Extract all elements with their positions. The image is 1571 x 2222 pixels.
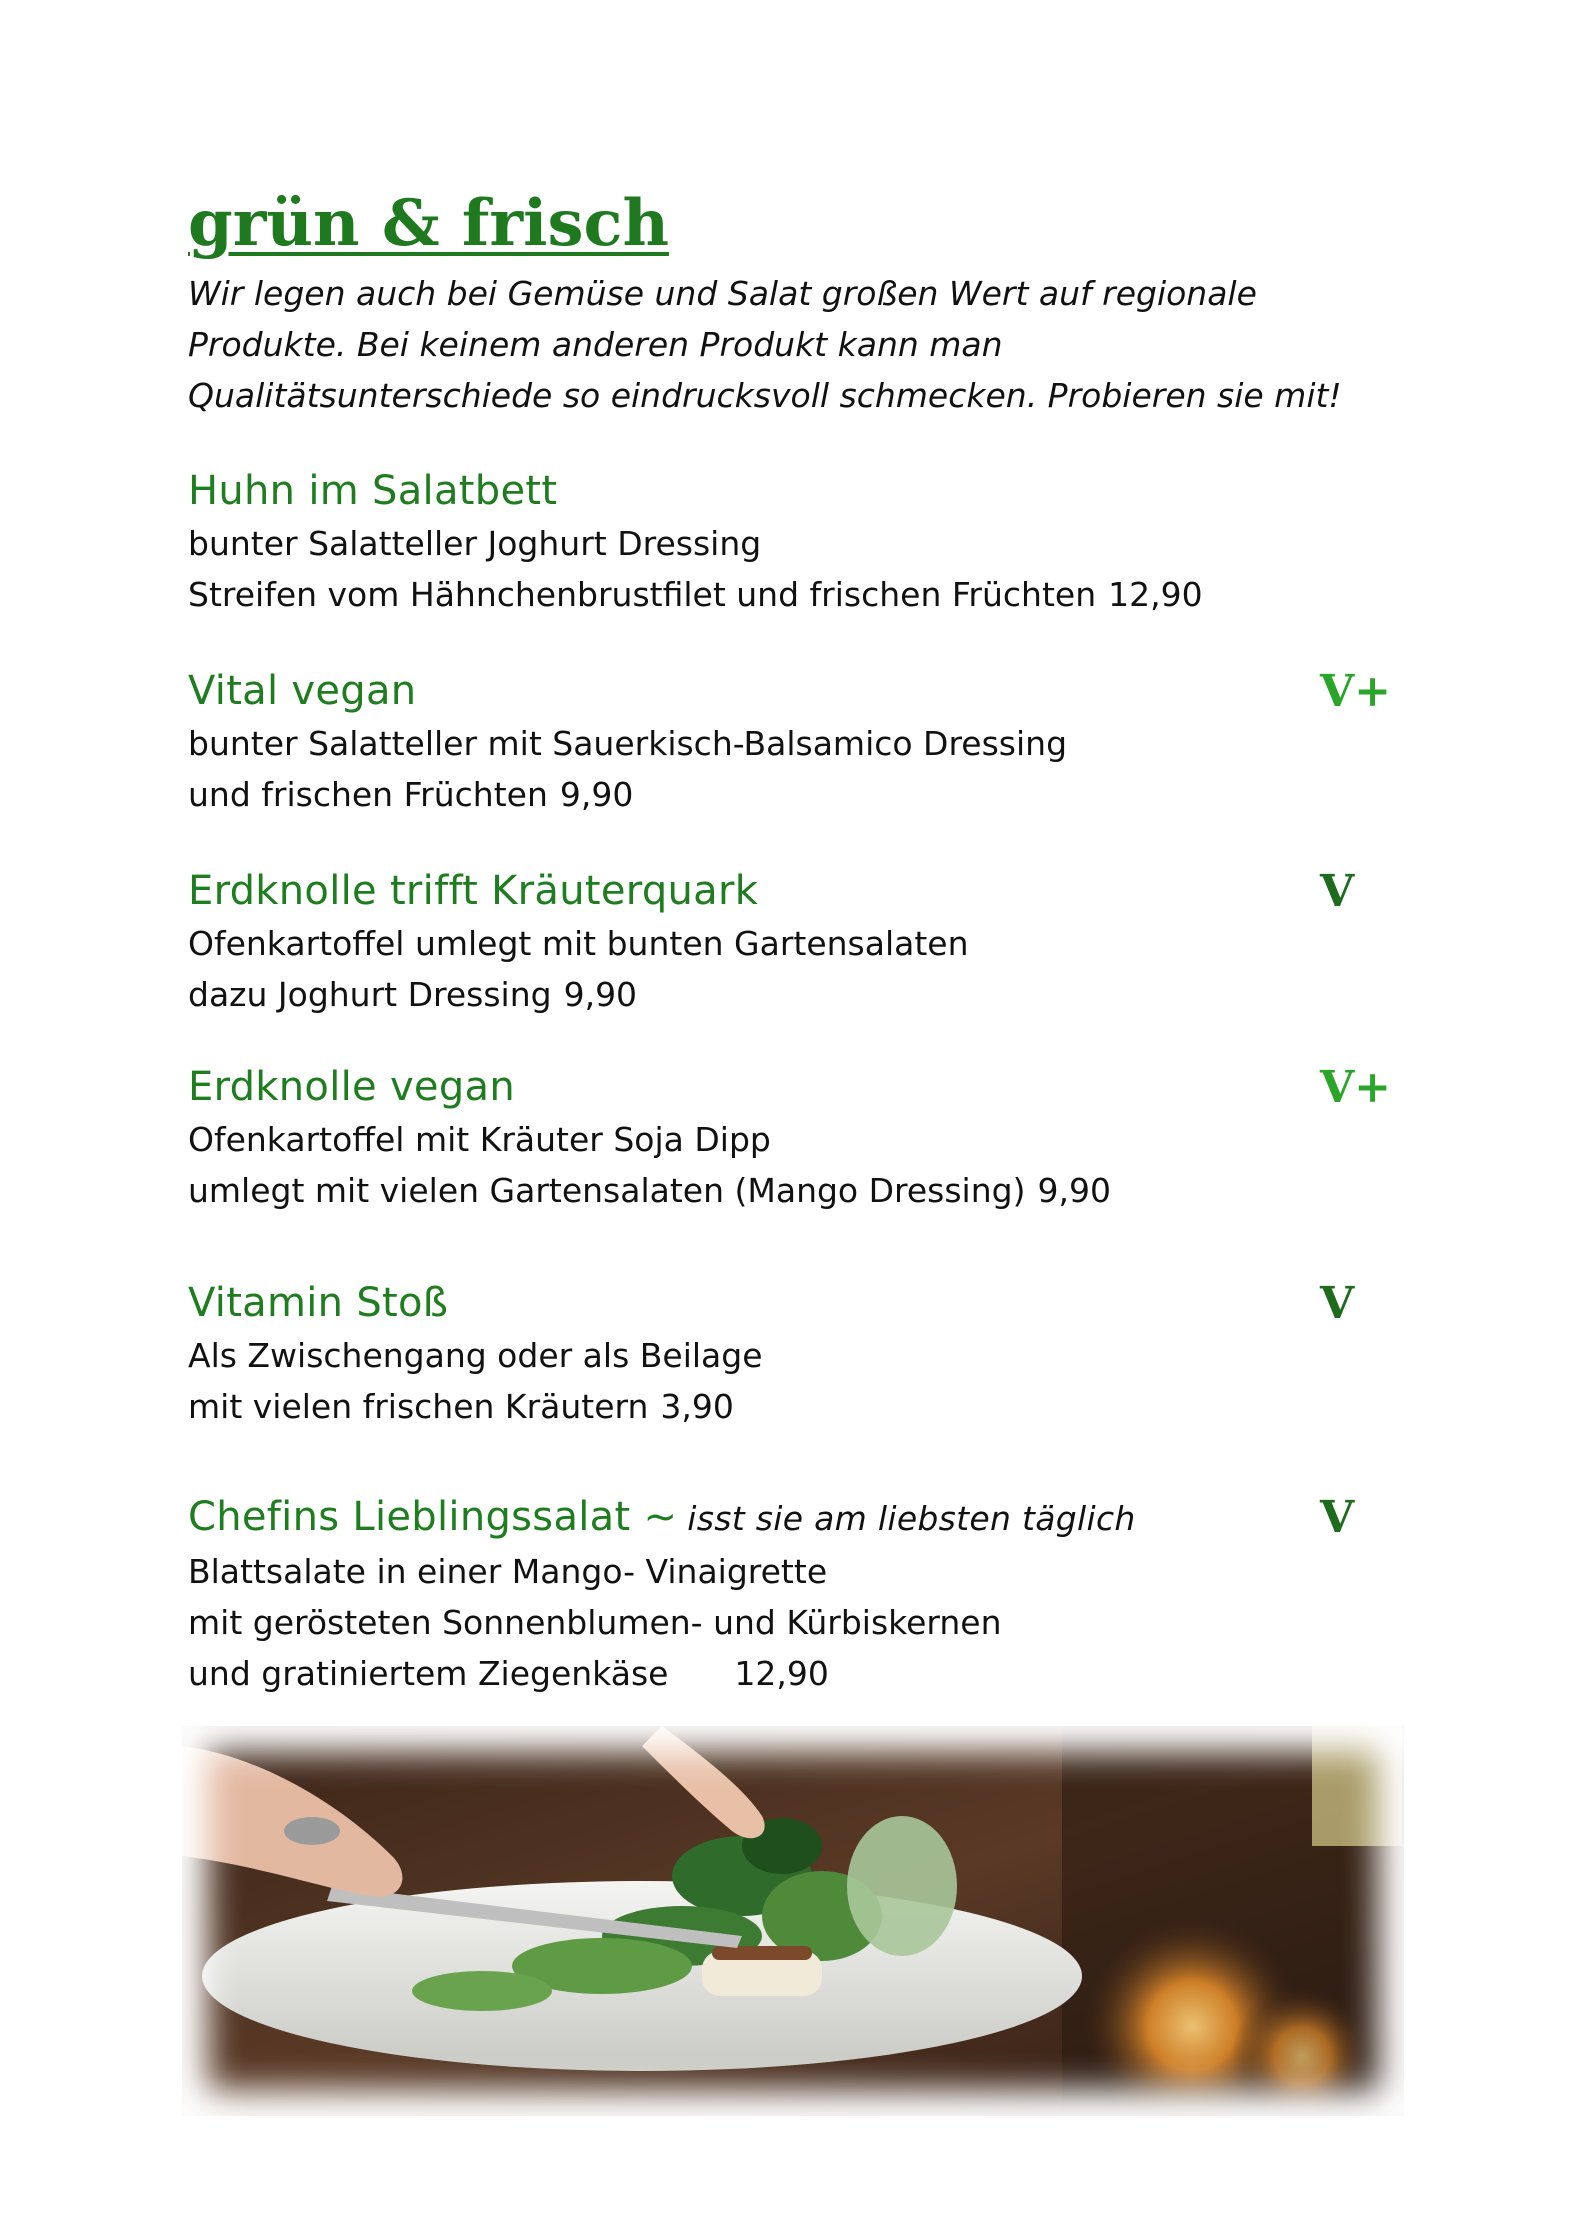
menu-item-vital-vegan: [188, 664, 1408, 820]
intro-text: [188, 268, 1438, 421]
menu-item-name: Erdknolle vegan: [188, 1064, 515, 1110]
salad-plate-photo: [182, 1726, 1404, 2116]
menu-item-description-text: Streifen vom Hähnchenbrustfilet und frischen Früchten: [188, 575, 1097, 614]
vegan-badge: V+: [1320, 666, 1392, 717]
vegan-badge: V+: [1320, 1062, 1392, 1113]
salad-plate-illustration: [182, 1726, 1404, 2116]
vegetarian-badge: V: [1320, 866, 1355, 917]
menu-item-name: Erdknolle trifft Kräuterquark: [188, 868, 759, 914]
menu-item-description: Ofenkartoffel umlegt mit bunten Gartensalaten: [188, 924, 969, 963]
menu-item-name: Vital vegan: [188, 668, 417, 714]
menu-item-price: 12,90: [734, 1654, 829, 1693]
menu-item-description: Blattsalate in einer Mango- Vinaigrette: [188, 1552, 828, 1591]
menu-item-price: 12,90: [1108, 575, 1203, 614]
menu-item-erdknolle-vegan: [188, 1060, 1408, 1216]
menu-item-description-text: und frischen Früchten: [188, 775, 548, 814]
menu-item-description-text: dazu Joghurt Dressing: [188, 975, 552, 1014]
menu-item-price: 9,90: [563, 975, 638, 1014]
menu-item-note: isst sie am liebsten täglich: [687, 1499, 1136, 1538]
menu-item-description: [188, 1381, 1408, 1432]
menu-item-description: bunter Salatteller mit Sauerkisch-Balsamico Dressing: [188, 724, 1068, 763]
intro-line: Produkte. Bei keinem anderen Produkt kann man: [188, 325, 1003, 364]
intro-line: Wir legen auch bei Gemüse und Salat großen Wert auf regionale: [188, 274, 1257, 313]
menu-item-huhn-im-salatbett: [188, 464, 1408, 620]
menu-item-description: [188, 769, 1408, 820]
menu-item-chefins-lieblingssalat: [188, 1490, 1408, 1699]
menu-item-description-text: mit vielen frischen Kräutern: [188, 1387, 649, 1426]
menu-item-description: [188, 969, 1408, 1020]
menu-item-description: Als Zwischengang oder als Beilage: [188, 1336, 763, 1375]
menu-item-name-text: Chefins Lieblingssalat ~: [188, 1494, 678, 1540]
menu-item-name: Vitamin Stoß: [188, 1280, 449, 1326]
menu-item-description: [188, 1648, 1408, 1699]
menu-item-price: 9,90: [1037, 1171, 1111, 1210]
menu-item-vitamin-stoss: [188, 1276, 1408, 1432]
menu-item-name: [188, 1490, 1408, 1546]
menu-item-description: [188, 569, 1408, 620]
menu-item-description: mit gerösteten Sonnenblumen- und Kürbiskernen: [188, 1603, 1002, 1642]
menu-item-description: Ofenkartoffel mit Kräuter Soja Dipp: [188, 1120, 771, 1159]
menu-item-price: 3,90: [660, 1387, 734, 1426]
menu-item-description: bunter Salatteller Joghurt Dressing: [188, 524, 762, 563]
menu-item-description-text: und gratiniertem Ziegenkäse: [188, 1654, 669, 1693]
intro-line: Qualitätsunterschiede so eindrucksvoll schmecken. Probieren sie mit!: [188, 376, 1342, 415]
menu-item-description: [188, 1165, 1408, 1216]
vegetarian-badge: V: [1320, 1278, 1355, 1329]
menu-item-description-text: umlegt mit vielen Gartensalaten (Mango Dressing): [188, 1171, 1026, 1210]
menu-item-price: 9,90: [559, 775, 634, 814]
menu-item-erdknolle-trifft-kraeuterquark: [188, 864, 1408, 1020]
page-title: grün & frisch: [188, 186, 669, 261]
menu-item-name: Huhn im Salatbett: [188, 468, 558, 514]
vegetarian-badge: V: [1320, 1492, 1355, 1543]
